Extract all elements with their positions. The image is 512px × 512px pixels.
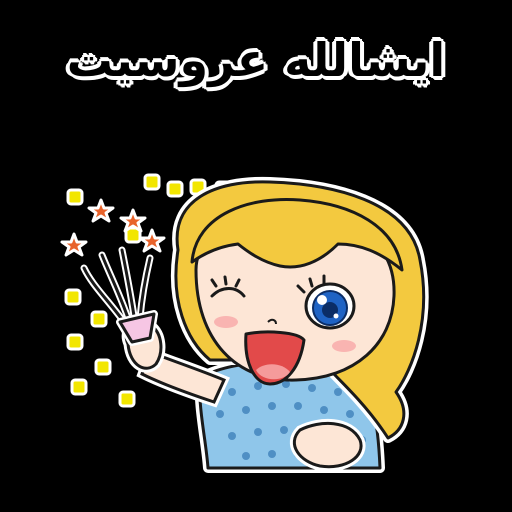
cheek-blush <box>332 340 356 352</box>
right-arm <box>294 423 361 466</box>
confetti-square <box>168 182 182 196</box>
confetti-square <box>68 335 82 349</box>
caption-text: ایشالله عروسیت <box>66 33 446 87</box>
confetti-square <box>68 190 82 204</box>
cheek-blush <box>214 316 238 328</box>
confetti-square <box>120 392 134 406</box>
star-icon <box>62 234 86 255</box>
confetti-square <box>145 175 159 189</box>
confetti-square <box>96 360 110 374</box>
confetti-square <box>72 380 86 394</box>
star-icon <box>89 200 113 221</box>
party-popper-icon <box>120 314 154 342</box>
stars <box>62 200 164 255</box>
star-icon <box>140 230 164 251</box>
confetti-square <box>66 290 80 304</box>
confetti-square <box>92 312 106 326</box>
